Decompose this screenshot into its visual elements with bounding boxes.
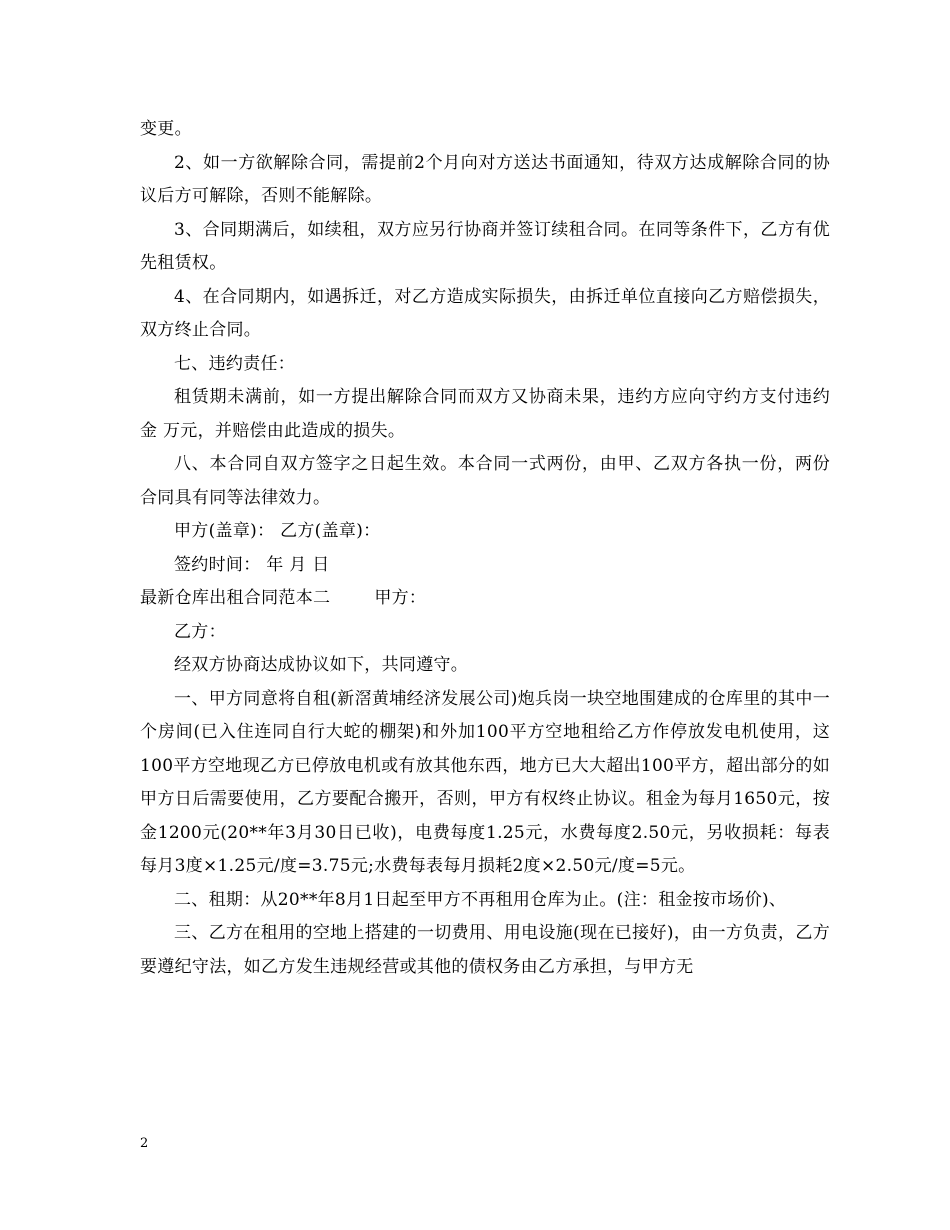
page-number: 2 — [140, 1136, 149, 1151]
paragraph: 变更。 — [140, 119, 192, 139]
signing-date-line: 签约时间： 年 月 日 — [174, 554, 330, 575]
paragraph: 三、乙方在租用的空地上搭建的一切费用、用电设施(现在已接好)，由一方负责，乙方要遵纪守法，如乙方发生违规经营或其他的债权务由乙方承担，与甲方无 — [140, 923, 830, 977]
paragraph: 经双方协商达成协议如下，共同遵守。 — [174, 655, 469, 675]
contract-two-heading — [140, 582, 830, 616]
contract-title: 最新仓库出租合同范本二 — [140, 588, 331, 608]
party-a-label: 甲方： — [374, 588, 427, 608]
section-heading-breach: 七、违约责任： — [174, 353, 296, 374]
paragraph: 一、甲方同意将自租(新滘黄埔经济发展公司)炮兵岗一块空地围建成的仓库里的其中一个房间(已入住连同自行大蛇的棚架)和外加100平方空地租给乙方作停放发电机使用，这100平方空地现乙方已停放电机或有放其他东西，地方已大大超出100平方，超出部分的如甲方日后需要使用，乙方要配合搬开，否则，甲方有权终止协议。租金为每月1650元，按金1200元(20**年3月30日已收)，电费每度1.25元，水费每度2.50元，另收损耗：每表每月3度×1.25元/度=3.75元;水费每表每月损耗2度×2.50元/度=5元。 — [140, 688, 830, 876]
document-body — [140, 113, 830, 984]
paragraph: 3、合同期满后，如续租，双方应另行协商并签订续租合同。在同等条件下，乙方有优先租赁权。 — [140, 219, 830, 273]
paragraph: 租赁期未满前，如一方提出解除合同而双方又协商未果，违约方应向守约方支付违约金 万元，并赔偿由此造成的损失。 — [140, 387, 830, 441]
paragraph: 八、本合同自双方签字之日起生效。本合同一式两份，由甲、乙双方各执一份，两份合同具有同等法律效力。 — [140, 454, 830, 508]
party-b-label: 乙方： — [174, 621, 226, 642]
paragraph: 2、如一方欲解除合同，需提前2个月向对方送达书面通知，待双方达成解除合同的协议后方可解除，否则不能解除。 — [140, 152, 830, 206]
paragraph: 二、租期：从20**年8月1日起至甲方不再租用仓库为止。(注：租金按市场价)、 — [174, 889, 787, 910]
paragraph: 4、在合同期内，如遇拆迁，对乙方造成实际损失，由拆迁单位直接向乙方赔偿损失，双方终止合同。 — [140, 286, 830, 340]
signature-line: 甲方(盖章)： 乙方(盖章)： — [174, 521, 381, 541]
